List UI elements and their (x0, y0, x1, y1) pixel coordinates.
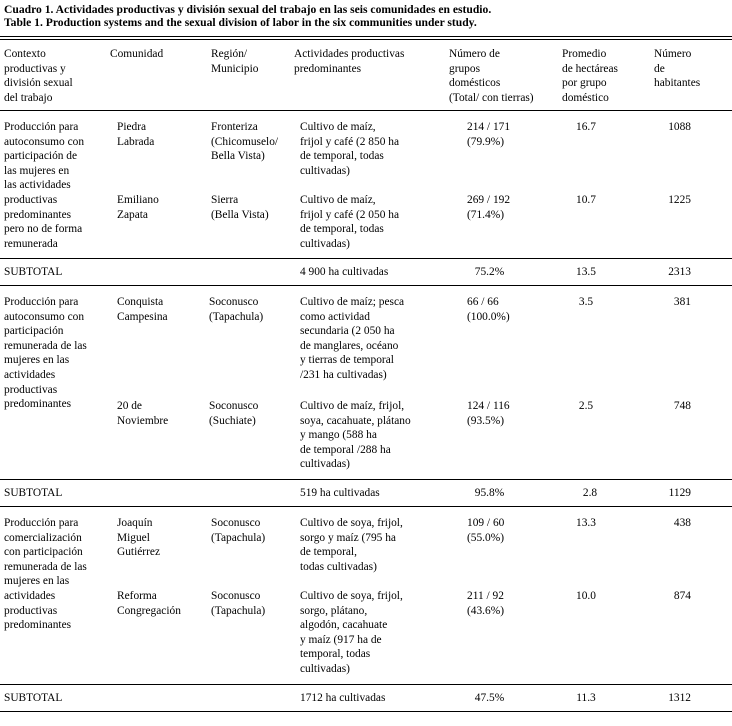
cell-comunidad: Emiliano Zapata (117, 194, 159, 221)
rule-header-bottom (0, 110, 732, 111)
cell-grupos: 66 / 66 (100.0%) (467, 296, 510, 323)
cell-actividades: Cultivo de soya, frijol, sorgo, plátano, algodón, cacahuate y maíz (917 ha de temporal, todas cultivadas) (300, 590, 403, 675)
rule-subtotal-2-bottom (0, 506, 732, 507)
header-comunidad: Comunidad (110, 48, 164, 60)
cell-region: Soconusco (Tapachula) (211, 517, 266, 544)
subtotal-actividades: 1712 ha cultivadas (300, 692, 386, 704)
group-context: Producción para autoconsumo con participación remunerada de las mujeres en las actividades productivas predominantes (4, 296, 87, 411)
cell-actividades: Cultivo de maíz; pesca como actividad secundaria (2 050 ha de manglares, océano y tierras de temporal /231 ha cultivadas) (300, 296, 405, 381)
subtotal-hectareas: 11.3 (576, 692, 596, 704)
rule-subtotal-2-top (0, 479, 732, 480)
rule-top (0, 36, 732, 37)
caption-en: Table 1. Production systems and the sexual division of labor in the six communities under study. (4, 16, 477, 29)
cell-actividades: Cultivo de maíz, frijol y café (2 850 ha de temporal, todas cultivadas) (300, 121, 399, 177)
subtotal-habitantes: 1129 (668, 487, 691, 499)
cell-grupos: 269 / 192 (71.4%) (467, 194, 511, 221)
subtotal-label: SUBTOTAL (4, 692, 63, 704)
subtotal-habitantes: 2313 (668, 266, 691, 278)
group-context: Producción para autoconsumo con participación de las mujeres en las actividades productivas predominantes pero no de forma remunerada (4, 121, 85, 250)
cell-hectareas: 10.0 (576, 590, 596, 602)
cell-comunidad: Reforma Congregación (117, 590, 181, 617)
header-actividades: Actividades productivas predominantes (294, 48, 405, 75)
cell-habitantes: 748 (673, 400, 691, 412)
header-habitantes: Número de habitantes (654, 48, 701, 90)
subtotal-actividades: 519 ha cultivadas (300, 487, 380, 499)
cell-hectareas: 13.3 (576, 517, 596, 529)
subtotal-label: SUBTOTAL (4, 266, 63, 278)
rule-subtotal-3-top (0, 684, 732, 685)
cell-comunidad: Piedra Labrada (117, 121, 155, 148)
cell-hectareas: 2.5 (578, 400, 594, 412)
cell-actividades: Cultivo de soya, frijol, sorgo y maíz (795 ha de temporal, todas cultivadas) (300, 517, 403, 573)
cell-comunidad: Conquista Campesina (117, 296, 168, 323)
group-context: Producción para comercialización con participación remunerada de las mujeres en las actividades productivas predominantes (4, 517, 87, 632)
subtotal-grupos: 75.2% (474, 266, 505, 278)
cell-actividades: Cultivo de maíz, frijol y café (2 050 ha de temporal, todas cultivadas) (300, 194, 399, 250)
header-hectareas: Promedio de hectáreas por grupo doméstico (562, 48, 618, 104)
cell-habitantes: 381 (673, 296, 691, 308)
caption-es: Cuadro 1. Actividades productivas y división sexual del trabajo en las seis comunidades en estudio. (4, 3, 492, 16)
cell-grupos: 214 / 171 (79.9%) (467, 121, 511, 148)
subtotal-habitantes: 1312 (668, 692, 691, 704)
header-contexto: Contexto productivas y división sexual del trabajo (4, 48, 73, 104)
cell-hectareas: 10.7 (576, 194, 596, 206)
cell-region: Soconusco (Tapachula) (211, 590, 266, 617)
cell-hectareas: 3.5 (578, 296, 594, 308)
cell-habitantes: 1225 (668, 194, 691, 206)
subtotal-actividades: 4 900 ha cultivadas (300, 266, 389, 278)
subtotal-hectareas: 2.8 (582, 487, 598, 499)
cell-grupos: 211 / 92 (43.6%) (467, 590, 505, 617)
cell-actividades: Cultivo de maíz, frijol, soya, cacahuate, plátano y mango (588 ha de temporal /288 ha cultivadas) (300, 400, 411, 471)
cell-grupos: 109 / 60 (55.0%) (467, 517, 505, 544)
subtotal-grupos: 47.5% (474, 692, 505, 704)
header-grupos: Número de grupos domésticos (Total/ con tierras) (449, 48, 534, 104)
cell-hectareas: 16.7 (576, 121, 596, 133)
cell-grupos: 124 / 116 (93.5%) (467, 400, 510, 427)
cell-habitantes: 874 (673, 590, 691, 602)
subtotal-hectareas: 13.5 (576, 266, 596, 278)
cell-region: Soconusco (Suchiate) (209, 400, 259, 427)
rule-subtotal-1-top (0, 258, 732, 259)
subtotal-grupos: 95.8% (474, 487, 505, 499)
rule-subtotal-1-bottom (0, 285, 732, 286)
cell-habitantes: 1088 (668, 121, 691, 133)
cell-region: Sierra (Bella Vista) (211, 194, 269, 221)
cell-region: Fronteriza (Chicomuselo/ Bella Vista) (211, 121, 279, 163)
cell-region: Soconusco (Tapachula) (209, 296, 264, 323)
subtotal-label: SUBTOTAL (4, 487, 63, 499)
cell-habitantes: 438 (673, 517, 691, 529)
cell-comunidad: 20 de Noviembre (117, 400, 169, 427)
rule-top-double (0, 39, 732, 40)
cell-comunidad: Joaquín Miguel Gutiérrez (117, 517, 161, 559)
header-region: Región/ Municipio (211, 48, 259, 75)
rule-bottom (0, 711, 732, 712)
